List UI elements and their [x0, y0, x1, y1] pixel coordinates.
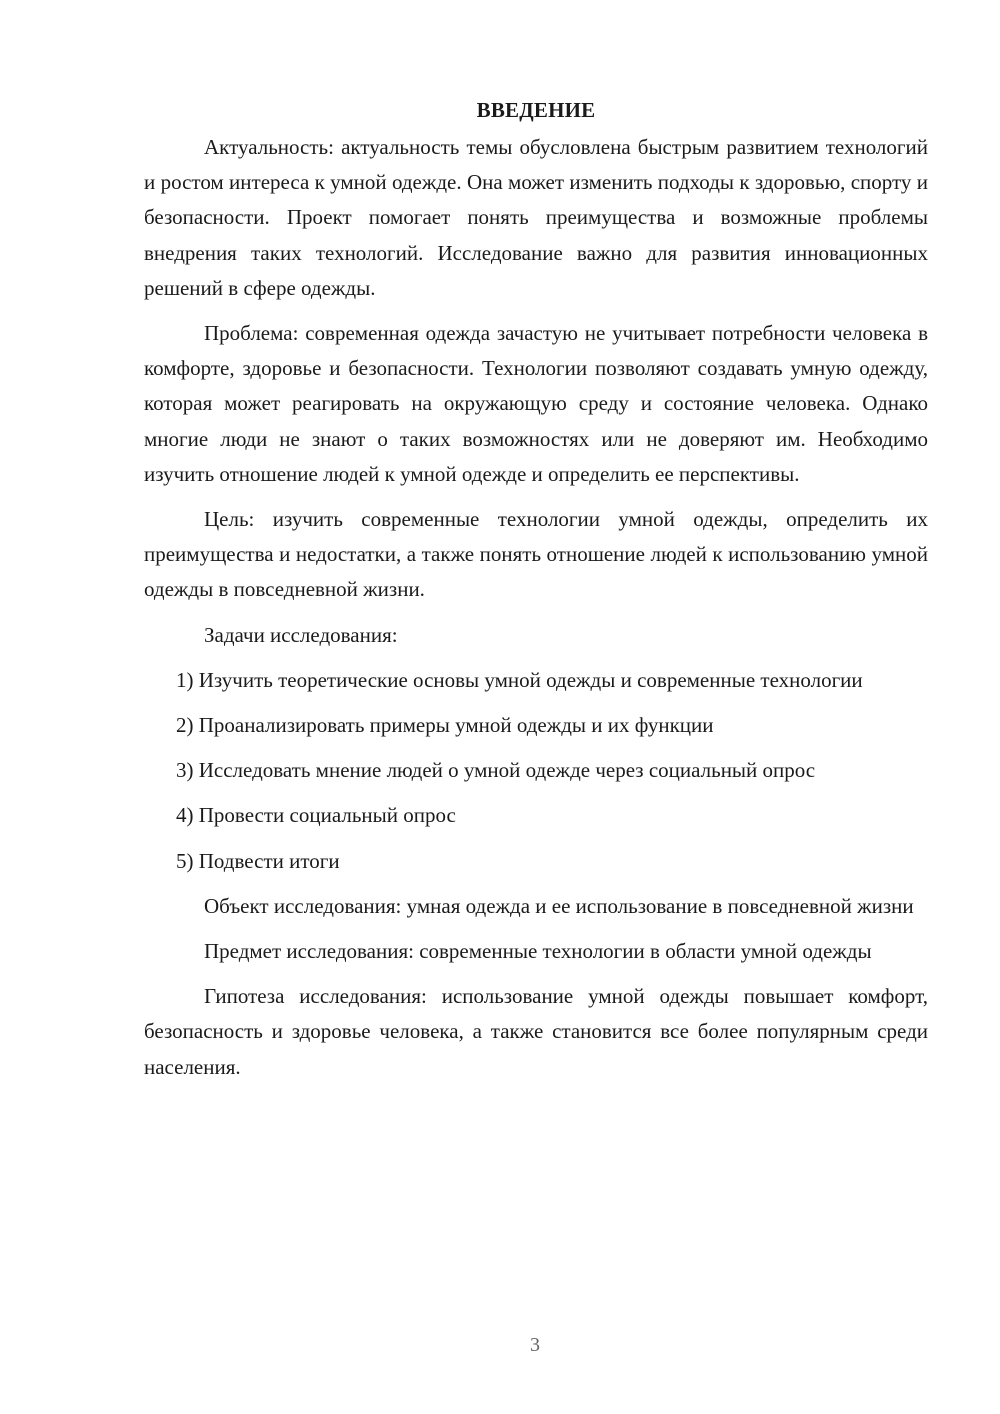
- tasks-label: Задачи исследования:: [204, 622, 398, 647]
- task-item-1: 1) Изучить теоретические основы умной одежды и современные технологии: [176, 667, 863, 692]
- task-item-4: 4) Провести социальный опрос: [176, 803, 456, 828]
- task-item-3: 3) Исследовать мнение людей о умной одежде через социальный опрос: [176, 758, 816, 783]
- goal-paragraph: Цель: изучить современные технологии умной одежды, определить их преимущества и недостатки, а также понять отношение людей к использованию умной одежды в повседневной жизни.: [144, 507, 928, 602]
- page-title: ВВЕДЕНИЕ: [476, 98, 596, 122]
- task-item-5: 5) Подвести итоги: [176, 848, 340, 873]
- relevance-paragraph: Актуальность: актуальность темы обусловлена быстрым развитием технологий и ростом интереса к умной одежде. Она может изменить подходы к здоровью, спорту и безопасности. Проект помогает понять преимущества и возможные проблемы внедрения таких технологий. Исследование важно для развития инновационных решений в сфере одежды.: [144, 135, 928, 300]
- problem-paragraph: Проблема: современная одежда зачастую не учитывает потребности человека в комфорте, здоровье и безопасности. Технологии позволяют создавать умную одежду, которая может реагировать на окружающую среду и состояние человека. Однако многие люди не знают о таких возможностях или не доверяют им. Необходимо изучить отношение людей к умной одежде и определить ее перспективы.: [144, 321, 928, 486]
- page-body: [144, 92, 928, 1095]
- page-number: 3: [530, 1334, 540, 1356]
- task-item-2: 2) Проанализировать примеры умной одежды и их функции: [176, 713, 714, 738]
- hypothesis-paragraph: Гипотеза исследования: использование умной одежды повышает комфорт, безопасность и здоровье человека, а также становится все более популярным среди населения.: [144, 984, 928, 1079]
- object-paragraph: Объект исследования: умная одежда и ее использование в повседневной жизни: [204, 893, 914, 918]
- subject-paragraph: Предмет исследования: современные технологии в области умной одежды: [204, 939, 872, 964]
